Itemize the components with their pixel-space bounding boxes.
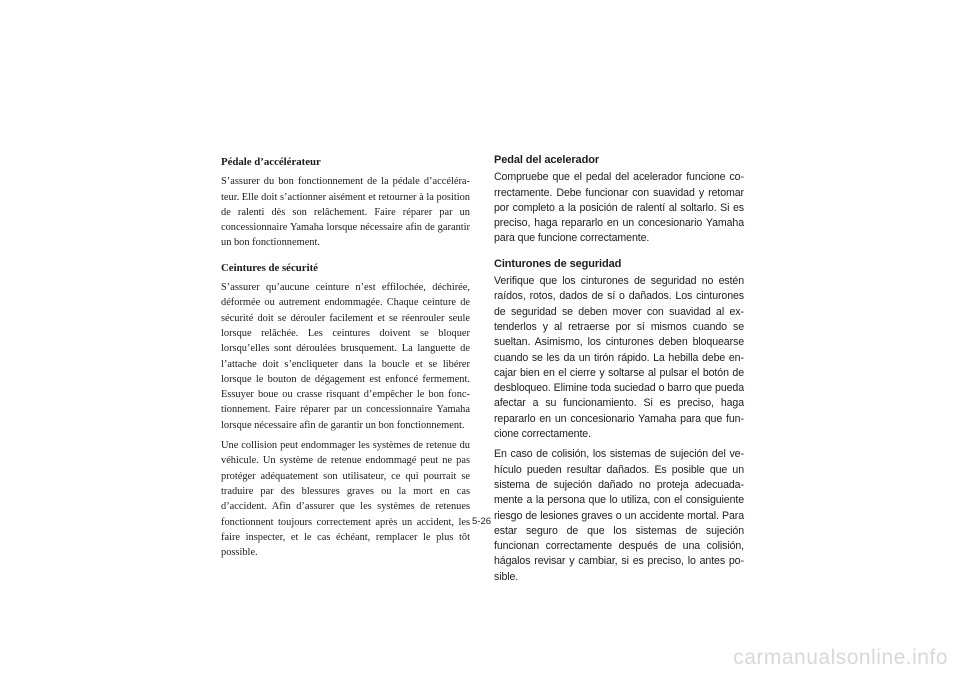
- seatbelt-text-fr: S’assurer qu’aucune ceinture n’est effilochée, déchirée, déformée ou autrement endommagée. Chaque ceinture de sécurité doit se dérouler facilement et se réenrouler seule lorsque relâchée. Les ceintures doivent se bloquer lorsqu’elles sont déroulées brusquement. La languette de l’attache doit s’encliqueter dans la boucle et se libérer lorsque le bouton de dégagement est enfoncé fermement. Essuyer boue ou crasse risquant d’empêcher le bon fonctionnement. Faire réparer par un concessionnaire Yamaha lorsque nécessaire afin de garantir un bon fonctionnement.: [221, 282, 470, 431]
- seatbelt-heading-fr: Ceintures de sécurité: [221, 261, 318, 274]
- french-column: [221, 155, 470, 560]
- accelerator-text-es: Compruebe que el pedal del acelerador funcione correctamente. Debe funcionar con suavidad y retomar por completo a la posición de ralentí al soltarlo. Si es preciso, haga repararlo en un concesionario Yamaha para que funcione correctamente.: [494, 171, 744, 245]
- watermark: carmanualsonline.info: [733, 646, 948, 669]
- spanish-column: [494, 153, 744, 585]
- page-number: 5-26: [472, 516, 492, 527]
- seatbelt-heading-es: Cinturones de seguridad: [494, 257, 622, 270]
- collision-text-es: En caso de colisión, los sistemas de sujeción del vehículo pueden resultar dañados. Es posible que un sistema de sujeción dañado no proteja adecuadamente a la persona que lo utiliza, con el consiguiente riesgo de lesiones graves o un accidente mortal. Para estar seguro de que los sistemas de sujeción funcionan correctamente después de una colisión, hágalos revisar y cambiar, si es preciso, lo antes posible.: [494, 448, 744, 583]
- accelerator-heading-fr: Pédale d’accélérateur: [221, 156, 321, 168]
- seatbelt-text-es: Verifique que los cinturones de seguridad no estén raídos, rotos, dados de sí o dañados. Los cinturones de seguridad se deben mover con suavidad al extenderlos y al retraerse por sí mismos cuando se sueltan. Asimismo, los cinturones deben bloquearse cuando se les da un tirón rápido. La hebilla debe encajar bien en el cierre y soltarse al pulsar el botón de desbloqueo. Elimine toda suciedad o barro que pueda afectar a su funcionamiento. Si es preciso, haga repararlo en un concesionario Yamaha para que funcione correctamente.: [494, 275, 744, 441]
- accelerator-text-fr: S’assurer du bon fonctionnement de la pédale d’accélérateur. Elle doit s’actionner aisément et retourner à la position de ralenti dès son relâchement. Faire réparer par un concessionnaire Yamaha lorsque nécessaire afin de garantir un bon fonctionnement.: [221, 176, 470, 249]
- collision-text-fr: Une collision peut endommager les systèmes de retenue du véhicule. Un système de retenue endommagé peut ne pas protéger adéquatement son utilisateur, ce qui pourrait se traduire par des blessures graves ou la mort en cas d’accident. Afin d’assurer que les systèmes de retenues fonctionnent toujours correctement après un accident, les faire inspecter, et le cas échéant, remplacer le plus tôt possible.: [221, 440, 470, 559]
- accelerator-heading-es: Pedal del acelerador: [494, 154, 599, 166]
